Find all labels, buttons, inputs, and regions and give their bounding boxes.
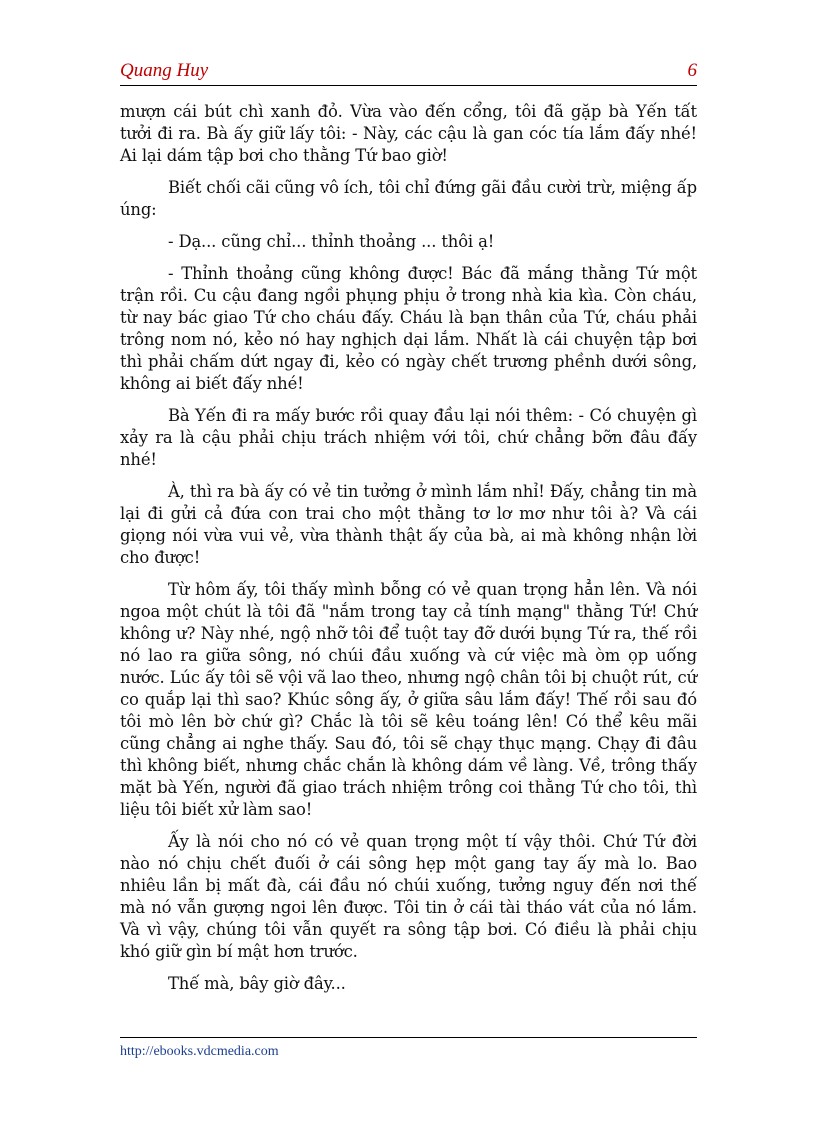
page-number: 6 — [687, 60, 697, 81]
paragraph: - Thỉnh thoảng cũng không được! Bác đã mắng thằng Tứ một trận rồi. Cu cậu đang ngồi phụng phịu ở trong nhà kia kìa. Còn cháu, từ nay bác giao Tứ cho cháu đấy. Cháu là bạn thân của Tứ, cháu phải trông nom nó, kẻo nó hay nghịch dại lắm. Nhất là cái chuyện tập bơi thì phải chấm dứt ngay đi, kẻo có ngày chết trương phềnh dưới sông, không ai biết đấy nhé! — [120, 264, 697, 393]
header-divider — [120, 85, 697, 86]
paragraph: Thế mà, bây giờ đây... — [168, 974, 346, 993]
paragraph: À, thì ra bà ấy có vẻ tin tưởng ở mình lắm nhỉ! Đấy, chẳng tin mà lại đi gửi cả đứa con trai cho một thằng tơ lơ mơ như tôi à? Và cái giọng nói vừa vui vẻ, vừa thành thật ấy của bà, ai mà không nhận lời cho được! — [120, 482, 697, 567]
page-header — [120, 60, 697, 84]
body-text — [120, 101, 697, 1005]
paragraph: - Dạ... cũng chỉ... thỉnh thoảng ... thôi ạ! — [168, 232, 495, 251]
footer-divider — [120, 1037, 697, 1038]
header-author: Quang Huy — [120, 60, 209, 81]
paragraph: Từ hôm ấy, tôi thấy mình bỗng có vẻ quan trọng hẳn lên. Và nói ngoa một chút là tôi đã "nắm trong tay cả tính mạng" thằng Tứ! Chứ không ư? Này nhé, ngộ nhỡ tôi để tuột tay đỡ dưới bụng Tứ ra, thế rồi nó lao ra giữa sông, nó chúi đầu xuống và cứ việc mà òm ọp uống nước. Lúc ấy tôi sẽ vội vã lao theo, nhưng ngộ chân tôi bị chuột rút, cứ co quắp lại thì sao? Khúc sông ấy, ở giữa sâu lắm đấy! Thế rồi sau đó tôi mò lên bờ chứ gì? Chắc là tôi sẽ kêu toáng lên! Có thể kêu mãi cũng chẳng ai nghe thấy. Sau đó, tôi sẽ chạy thục mạng. Chạy đi đâu thì không biết, nhưng chắc chắn là không dám về làng. Về, trông thấy mặt bà Yến, người đã giao trách nhiệm trông coi thằng Tứ cho tôi, thì liệu tôi biết xử làm sao! — [120, 580, 697, 819]
paragraph: Ấy là nói cho nó có vẻ quan trọng một tí vậy thôi. Chứ Tứ đời nào nó chịu chết đuối ở cái sông hẹp một gang tay ấy mà lo. Bao nhiêu lần bị mất đà, cái đầu nó chúi xuống, tưởng nguy đến nơi thế mà nó vẫn gượng ngoi lên được. Tôi tin ở cái tài tháo vát của nó lắm. Và vì vậy, chúng tôi vẫn quyết ra sông tập bơi. Có điều là phải chịu khó giữ gìn bí mật hơn trước. — [120, 832, 697, 961]
footer-link[interactable]: http://ebooks.vdcmedia.com — [120, 1044, 279, 1059]
paragraph: Bà Yến đi ra mấy bước rồi quay đầu lại nói thêm: - Có chuyện gì xảy ra là cậu phải chịu trách nhiệm với tôi, chứ chẳng bỡn đâu đấy nhé! — [120, 406, 697, 469]
paragraph-continuation: mượn cái bút chì xanh đỏ. Vừa vào đến cổng, tôi đã gặp bà Yến tất tưởi đi ra. Bà ấy giữ lấy tôi: - Này, các cậu là gan cóc tía lắm đấy nhé! Ai lại dám tập bơi cho thằng Tứ bao giờ! — [120, 102, 697, 165]
paragraph: Biết chối cãi cũng vô ích, tôi chỉ đứng gãi đầu cười trừ, miệng ấp úng: — [120, 178, 697, 219]
